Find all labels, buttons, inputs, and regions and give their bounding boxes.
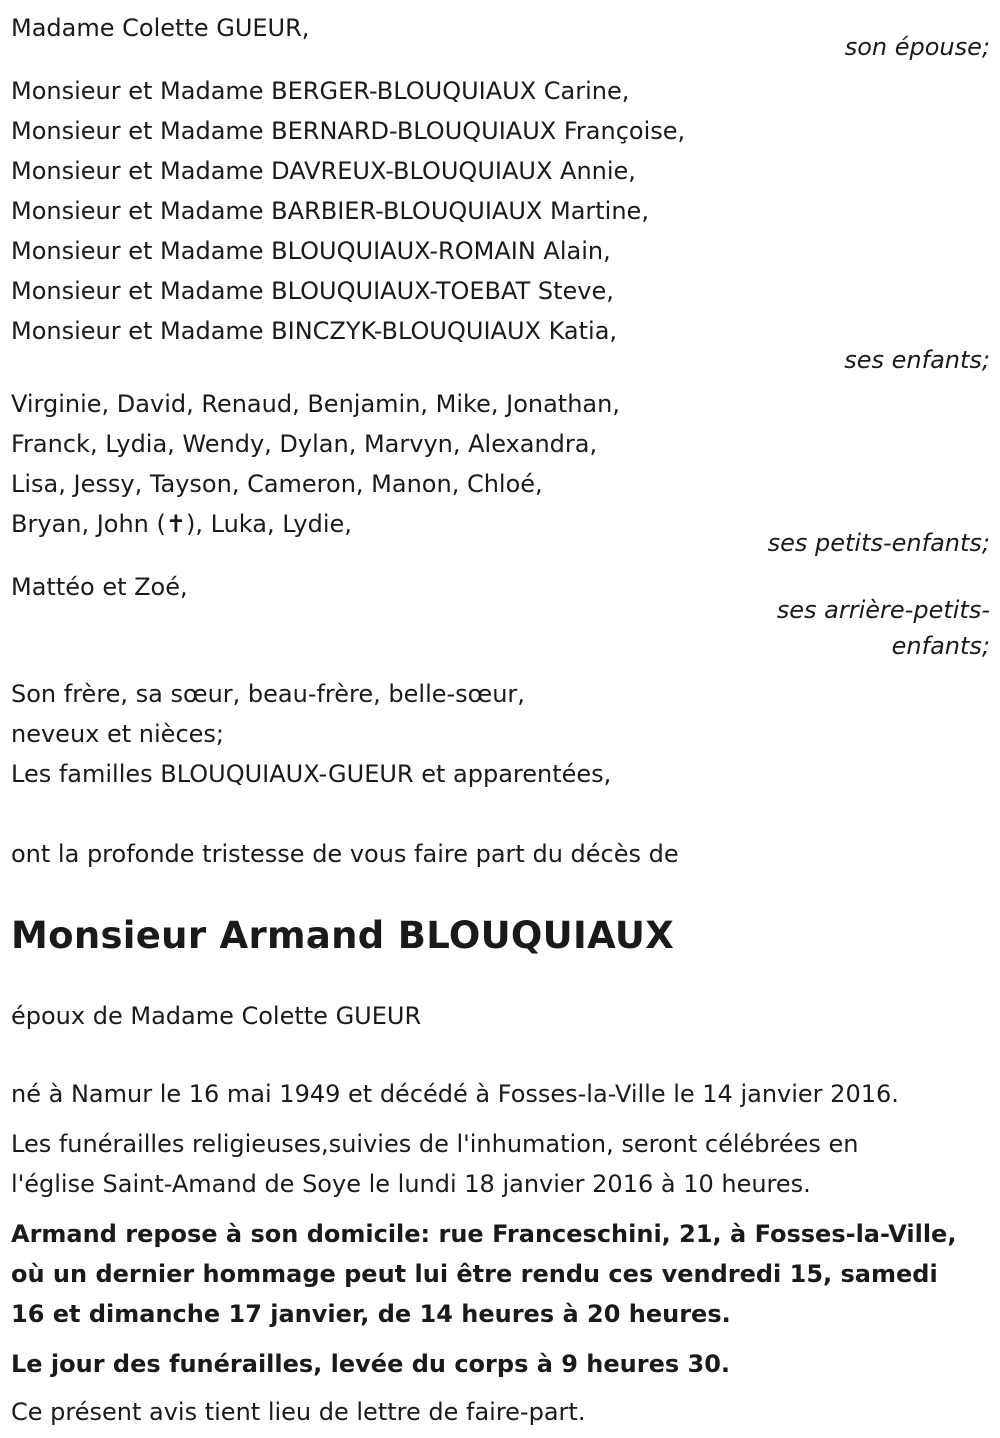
child-entry: Monsieur et Madame BARBIER-BLOUQUIAUX Martine, (11, 197, 649, 225)
child-entry: Monsieur et Madame BINCZYK-BLOUQUIAUX Katia, (11, 317, 618, 345)
grandchildren-entry: Bryan, John (✝), Luka, Lydie, (11, 510, 352, 538)
great-grandchildren-role-continued: enfants; (891, 632, 990, 660)
grandchildren-entry: Lisa, Jessy, Tayson, Cameron, Manon, Chloé, (11, 470, 543, 498)
funeral-line: Les funérailles religieuses,suivies de l'inhumation, seront célébrées en (11, 1130, 859, 1158)
great-grandchildren-role: ses arrière-petits- (776, 596, 990, 624)
children-list (11, 71, 990, 351)
children-role: ses enfants; (844, 346, 990, 374)
announcement-text: ont la profonde tristesse de vous faire part du décès de (11, 840, 679, 868)
grandchildren-role: ses petits-enfants; (767, 529, 990, 557)
funeral-line: l'église Saint-Amand de Soye le lundi 18 janvier 2016 à 10 heures. (11, 1170, 811, 1198)
grandchildren-entry: Franck, Lydia, Wendy, Dylan, Marvyn, Alexandra, (11, 430, 598, 458)
spouse-of-text: époux de Madame Colette GUEUR (11, 1002, 422, 1030)
child-entry: Monsieur et Madame DAVREUX-BLOUQUIAUX Annie, (11, 157, 636, 185)
visitation-line: où un dernier hommage peut lui être rendu ces vendredi 15, samedi (11, 1260, 938, 1288)
family-line: Son frère, sa sœur, beau-frère, belle-sœur, (11, 680, 525, 708)
child-entry: Monsieur et Madame BERNARD-BLOUQUIAUX Françoise, (11, 117, 686, 145)
grandchildren-entry: Virginie, David, Renaud, Benjamin, Mike, Jonathan, (11, 390, 620, 418)
extended-family (11, 674, 990, 794)
visitation-line: Armand repose à son domicile: rue Franceschini, 21, à Fosses-la-Ville, (11, 1220, 957, 1248)
child-entry: Monsieur et Madame BLOUQUIAUX-ROMAIN Alain, (11, 237, 611, 265)
closing-text: Ce présent avis tient lieu de lettre de faire-part. (11, 1398, 586, 1426)
family-line: neveux et nièces; (11, 720, 224, 748)
visitation-line: 16 et dimanche 17 janvier, de 14 heures à 20 heures. (11, 1300, 731, 1328)
deceased-name: Monsieur Armand BLOUQUIAUX (11, 914, 675, 957)
birth-death-text: né à Namur le 16 mai 1949 et décédé à Fosses-la-Ville le 14 janvier 2016. (11, 1080, 899, 1108)
spouse-role: son épouse; (844, 33, 990, 61)
spouse-name: Madame Colette GUEUR, (11, 14, 310, 42)
family-line: Les familles BLOUQUIAUX-GUEUR et apparentées, (11, 760, 612, 788)
child-entry: Monsieur et Madame BERGER-BLOUQUIAUX Carine, (11, 77, 630, 105)
grandchildren-list (11, 384, 990, 544)
visitation-info (11, 1214, 990, 1334)
funeral-info (11, 1124, 990, 1204)
child-entry: Monsieur et Madame BLOUQUIAUX-TOEBAT Steve, (11, 277, 614, 305)
procession-text: Le jour des funérailles, levée du corps à 9 heures 30. (11, 1350, 731, 1378)
great-grandchildren-entry: Mattéo et Zoé, (11, 573, 188, 601)
